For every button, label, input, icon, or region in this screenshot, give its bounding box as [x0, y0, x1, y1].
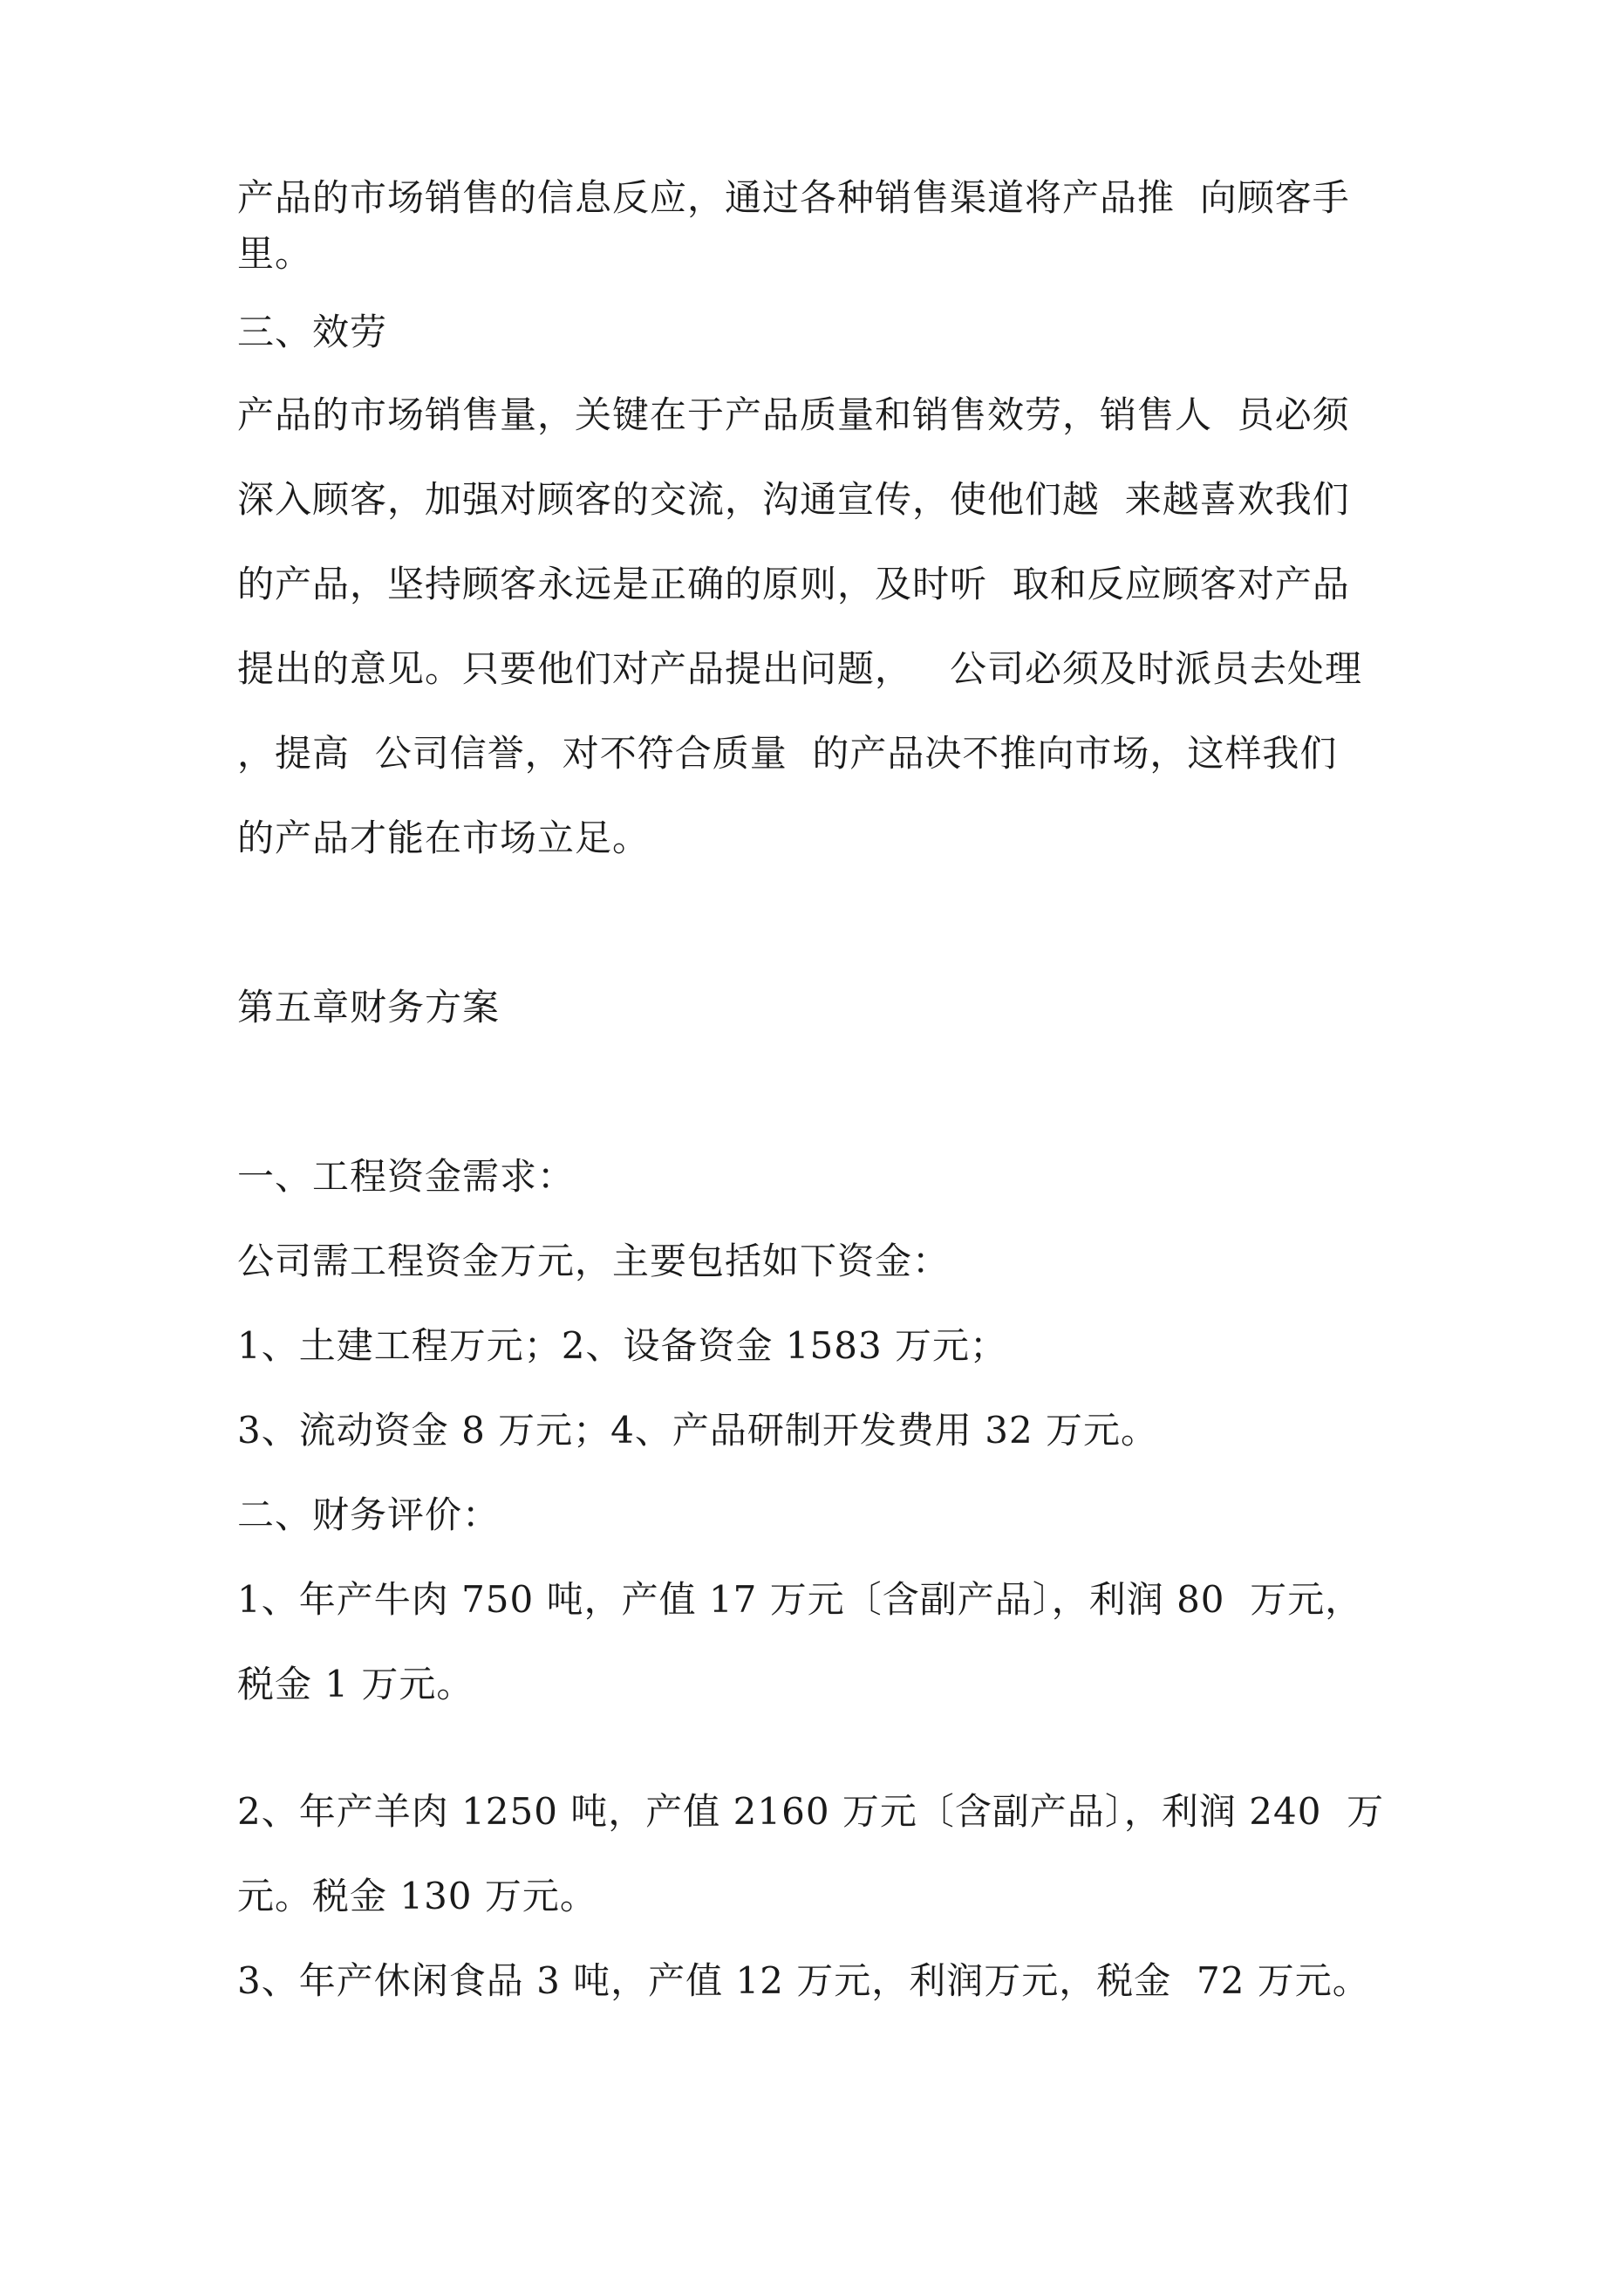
list-item-continuation: 税金 1 万元。: [237, 1663, 474, 1705]
chapter-heading: 第五章财务方案: [237, 986, 501, 1028]
paragraph-line: 公司需工程资金万元，主要包括如下资金：: [237, 1240, 951, 1282]
section-heading: 二、财务评价：: [237, 1493, 501, 1536]
section-heading: 一、工程资金需求：: [237, 1155, 576, 1198]
list-item: 3、流动资金 8 万元；4、产品研制开发费用 32 万元。: [237, 1409, 1159, 1452]
list-item: 1、土建工程万元；2、设备资金 1583 万元；: [237, 1324, 1008, 1367]
paragraph-line: 的产品，坚持顾客永远是正确的原则，及时听 取和反应顾客对产品: [237, 563, 1350, 605]
list-item: 2、年产羊肉 1250 吨，产值 2160 万元〔含副产品〕，利润 240 万: [237, 1790, 1385, 1833]
paragraph-line: 的产品才能在市场立足。: [237, 817, 651, 859]
paragraph-line: 提出的意见。只要他们对产品提出问题， 公司必须及时派员去处理: [237, 647, 1363, 690]
section-heading: 三、效劳: [237, 311, 388, 353]
paragraph-line: 产品的市场销售的信息反应，通过各种销售渠道将产品推 向顾客手: [237, 176, 1350, 219]
paragraph-line: 深入顾客，加强对顾客的交流，沟通宣传，使他们越 来越喜欢我们: [237, 478, 1350, 521]
list-item: 1、年产牛肉 750 吨，产值 17 万元〔含副产品〕，利润 80 万元，: [237, 1578, 1363, 1621]
list-item: 3、年产休闲食品 3 吨，产值 12 万元，利润万元，税金 72 万元。: [237, 1959, 1370, 2002]
list-item-continuation: 元。税金 130 万元。: [237, 1875, 597, 1917]
paragraph-line: ，提高 公司信誉，对不符合质量 的产品决不推向市场，这样我们: [237, 732, 1338, 775]
paragraph-line: 产品的市场销售量，关键在于产品质量和销售效劳，销售人 员必须: [237, 393, 1350, 436]
paragraph-line: 里。: [237, 232, 313, 275]
